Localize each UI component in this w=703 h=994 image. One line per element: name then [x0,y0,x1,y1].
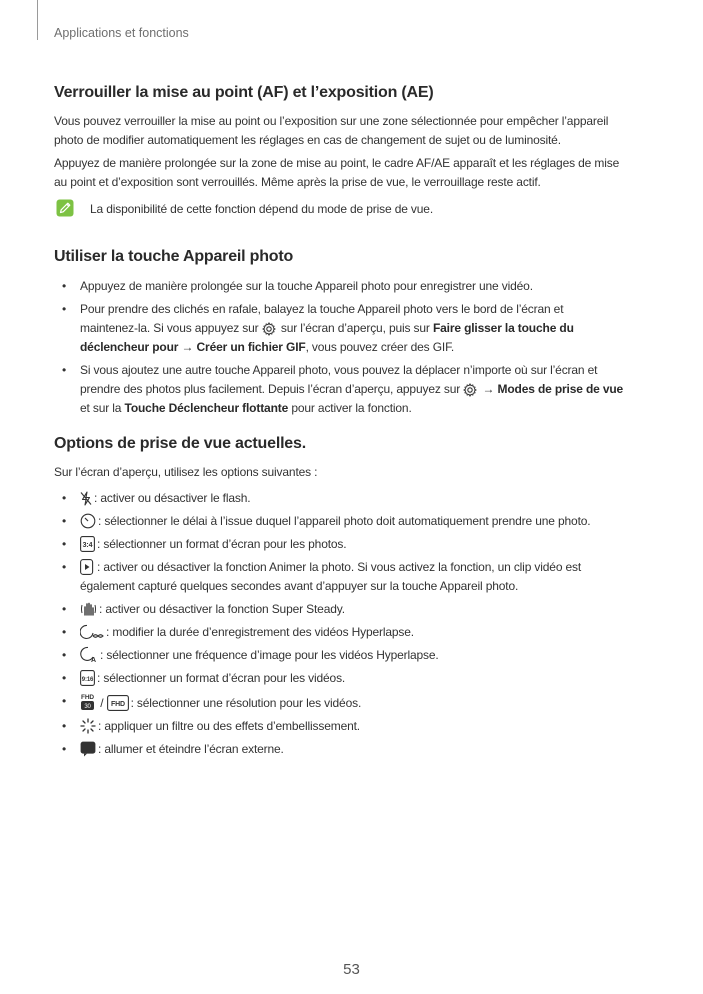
section-title-af-ae: Verrouiller la mise au point (AF) et l’exposition (AE) [54,84,434,101]
text-line: Vous pouvez verrouiller la mise au point ou l’exposition sur une zone sélectionnée pour empêcher l’appareil [54,114,609,128]
list-item: • Si vous ajoutez une autre touche Appareil photo, vous pouvez la déplacer n’importe où sur l’écran et prendre des photos plus facilement. Depuis l’écran d’aperçu, appuyez sur → Modes de prise de vue et sur la Touche Déclencheur flottante pour activer la fonction. [54,361,654,418]
hyperlapse-fps-icon [80,646,98,663]
text-line: au point et d’exposition sont verrouillés. Même après la prise de vue, le verrouillage reste actif. [54,175,541,189]
section-title-camera-button: Utiliser la touche Appareil photo [54,248,294,265]
svg-text:A: A [91,657,96,663]
list-item: • Appuyez de manière prolongée sur la touche Appareil photo pour enregistrer une vidéo. [62,279,533,293]
svg-text:3:4: 3:4 [82,542,93,549]
page-number: 53 [343,961,360,978]
svg-text:9:16: 9:16 [81,677,94,683]
text-line: et sur la Touche Déclencheur flottante pour activer la fonction. [80,401,412,415]
option-item-filter: • : appliquer un filtre ou des effets d’embellissement. [62,719,360,733]
flash-icon [80,491,92,506]
external-screen-icon [80,741,96,757]
option-item-hyperlapse-duration: • : modifier la durée d’enregistrement des vidéos Hyperlapse. [62,625,414,639]
option-item-super-steady: • : activer ou désactiver la fonction Super Steady. [62,602,345,616]
option-item-timer: • : sélectionner le délai à l’issue duquel l’appareil photo doit automatiquement prendre une photo. [62,514,591,528]
note-box [54,199,654,221]
option-item-motion-photo: • : activer ou désactiver la fonction Animer la photo. Si vous activez la fonction, un clip vidéo est également capturé quelques secondes avant d’appuyer sur la touche Appareil photo. [54,558,654,596]
super-steady-icon [80,601,97,617]
resolution-fhd-icon [107,695,129,711]
text-line: maintenez-la. Si vous appuyez sur sur l’écran d’aperçu, puis sur Faire glisser la touche du [80,321,574,335]
option-item-external-screen: • : allumer et éteindre l’écran externe. [62,742,284,756]
option-item-flash: • : activer ou désactiver le flash. [62,491,251,505]
hyperlapse-duration-icon [80,624,104,640]
list-item-text: Appuyez de manière prolongée sur la touche Appareil photo pour enregistrer une vidéo. [80,279,533,293]
filter-sparkle-icon [80,718,96,734]
option-item-resolution: • FHD 30 / FHD : sélectionner une résolution pour les vidéos. [62,694,362,711]
ratio-9-16-icon [80,670,95,686]
option-item-hyperlapse-fps: • A : sélectionner une fréquence d’image pour les vidéos Hyperlapse. [62,648,439,663]
text-line: Appuyez de manière prolongée sur la zone de mise au point, le cadre AF/AE apparaît et les réglages de mise [54,156,620,170]
motion-photo-icon [80,559,95,575]
text-line: également capturé quelques secondes avant d’appuyer sur la touche Appareil photo. [80,579,519,593]
resolution-fhd30-icon [80,692,95,711]
paragraph-af-ae-how [54,154,654,192]
options-intro: Sur l’écran d’aperçu, utilisez les options suivantes : [54,465,318,479]
section-title-shooting-options: Options de prise de vue actuelles. [54,435,306,452]
text-line: photo de modifier automatiquement les réglages en cas de changement de sujet ou de luminosité. [54,133,561,147]
svg-text:FHD: FHD [110,701,125,708]
breadcrumb: Applications et fonctions [54,26,189,40]
list-item: • Pour prendre des clichés en rafale, balayez la touche Appareil photo vers le bord de l’écran et maintenez-la. Si vous appuyez sur sur l’écran d’aperçu, puis sur Faire glisser la touche du déclencheur pour → Créer un fichier GIF, vous pouvez créer des GIF. [54,300,654,357]
ratio-3-4-icon [80,536,95,552]
option-item-photo-ratio: • 3:4 : sélectionner un format d’écran pour les photos. [62,537,347,551]
text-line: prendre des photos plus facilement. Depuis l’écran d’aperçu, appuyez sur → Modes de prise de vue [80,382,624,396]
note-text: La disponibilité de cette fonction dépend du mode de prise de vue. [90,202,434,216]
svg-text:30: 30 [84,704,91,711]
text-line: Pour prendre des clichés en rafale, balayez la touche Appareil photo vers le bord de l’écran et [80,302,564,316]
text-line: Si vous ajoutez une autre touche Appareil photo, vous pouvez la déplacer n’importe où sur l’écran et [80,363,598,377]
paragraph-af-ae-intro [54,112,654,150]
option-item-video-ratio: • 9:16 : sélectionner un format d’écran pour les vidéos. [62,671,346,685]
text-line: déclencheur pour → Créer un fichier GIF, vous pouvez créer des GIF. [80,340,455,354]
camera-button-list [54,277,654,418]
svg-text:FHD: FHD [81,694,94,701]
shooting-options-list [54,489,654,759]
timer-icon [80,513,96,529]
settings-gear-icon [463,383,477,397]
settings-gear-icon [262,322,276,336]
note-pencil-icon [56,199,74,217]
margin-rule [37,0,38,40]
